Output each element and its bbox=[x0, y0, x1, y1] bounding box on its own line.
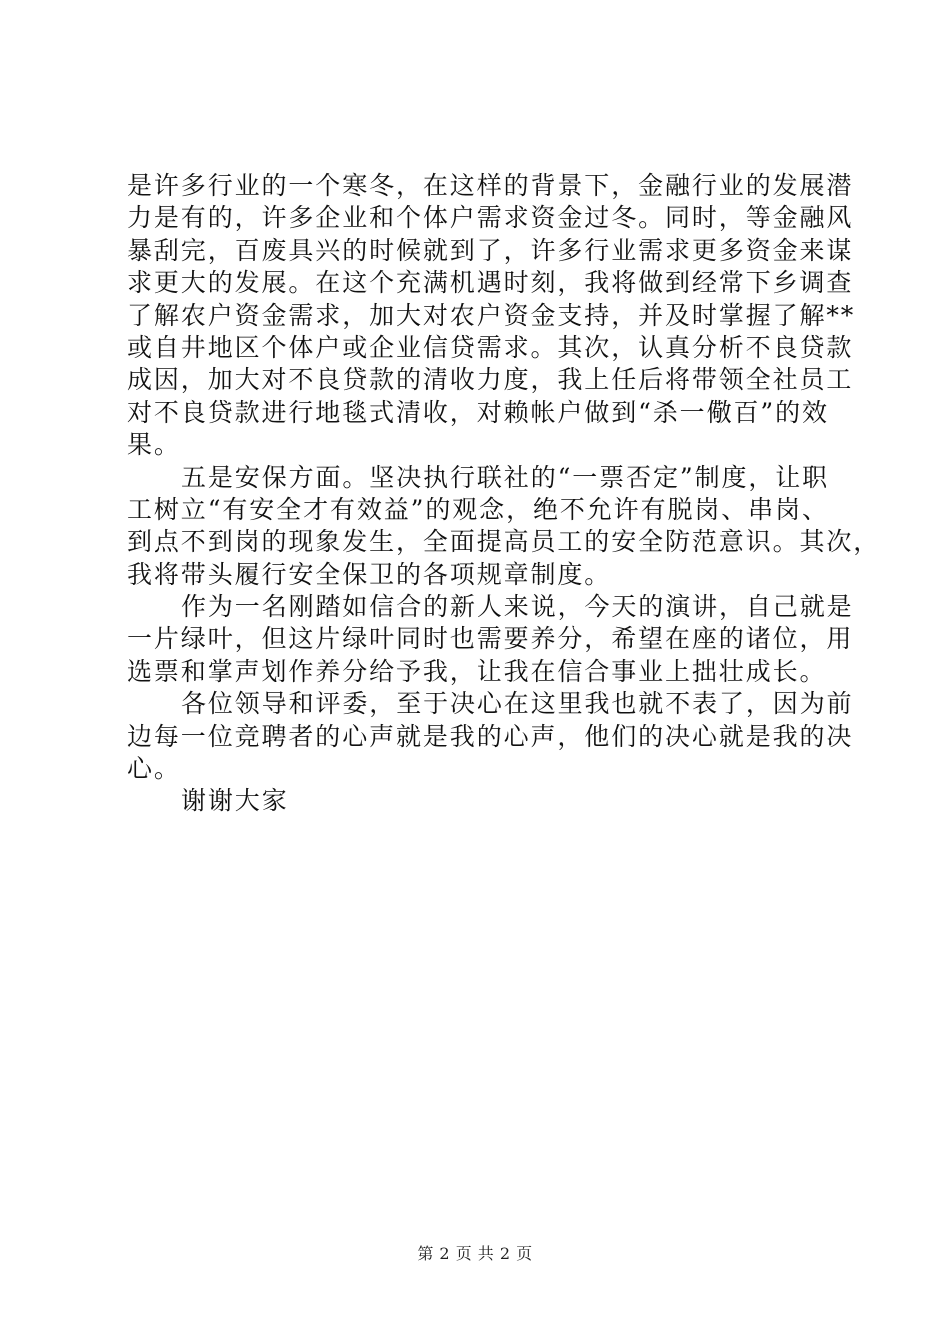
body-line-1: 是许多行业的一个寒冬，在这样的背景下，金融行业的发展潜 bbox=[127, 171, 854, 200]
body-line-9: 果。 bbox=[127, 430, 181, 460]
body-line-11: 工树立“有安全才有效益”的观念，绝不允许有脱岗、串岗、 bbox=[127, 494, 829, 524]
body-line-5: 了解农户资金需求，加大对农户资金支持，并及时掌握了解** bbox=[127, 300, 856, 330]
body-line-4: 求更大的发展。在这个充满机遇时刻，我将做到经常下乡调查 bbox=[127, 268, 854, 298]
body-line-2: 力是有的，许多企业和个体户需求资金过冬。同时，等金融风 bbox=[127, 203, 854, 233]
body-line-6: 或自井地区个体户或企业信贷需求。其次，认真分析不良贷款 bbox=[127, 332, 854, 362]
body-line-14: 作为一名刚踏如信合的新人来说，今天的演讲，自己就是 bbox=[181, 592, 854, 622]
page-footer bbox=[0, 1244, 950, 1264]
page-number-label: 第 2 页 共 2 页 bbox=[417, 1244, 533, 1263]
body-line-17: 各位领导和评委，至于决心在这里我也就不表了，因为前 bbox=[181, 689, 854, 719]
body-line-8: 对不良贷款进行地毯式清收，对赖帐户做到“杀一儆百”的效 bbox=[127, 397, 829, 427]
document-body bbox=[127, 170, 881, 818]
body-line-7: 成因，加大对不良贷款的清收力度，我上任后将带领全社员工 bbox=[127, 365, 854, 395]
body-line-19: 心。 bbox=[127, 754, 181, 784]
body-line-13: 我将带头履行安全保卫的各项规章制度。 bbox=[127, 559, 612, 589]
body-line-15: 一片绿叶，但这片绿叶同时也需要养分，希望在座的诸位，用 bbox=[127, 624, 854, 654]
body-line-3: 暴刮完，百废具兴的时候就到了，许多行业需求更多资金来谋 bbox=[127, 235, 854, 265]
body-line-16: 选票和掌声划作养分给予我，让我在信合事业上拙壮成长。 bbox=[127, 656, 827, 686]
body-line-10: 五是安保方面。坚决执行联社的“一票否定”制度，让职 bbox=[181, 462, 830, 492]
body-line-20: 谢谢大家 bbox=[181, 786, 289, 816]
body-line-12: 到点不到岗的现象发生，全面提高员工的安全防范意识。其次， bbox=[127, 527, 881, 557]
body-line-18: 边每一位竞聘者的心声就是我的心声，他们的决心就是我的决 bbox=[127, 721, 854, 751]
